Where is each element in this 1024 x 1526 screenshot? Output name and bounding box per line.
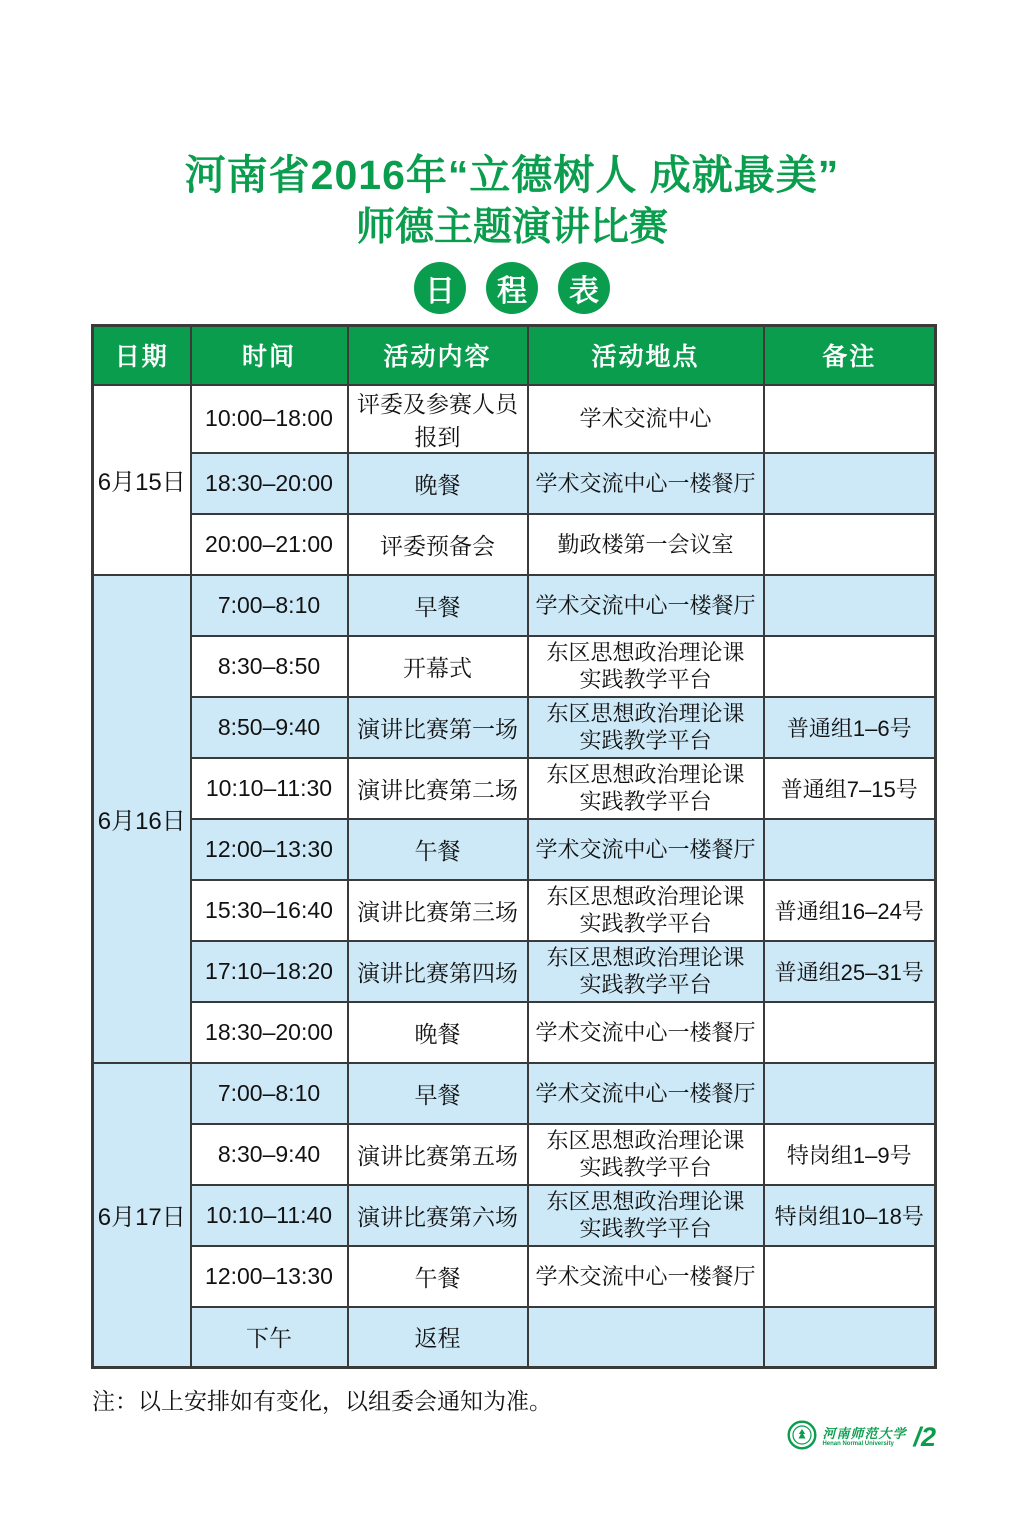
location-cell [528,697,764,758]
schedule-row [93,385,936,453]
time-cell: 下午 [191,1307,348,1368]
footnote: 注：以上安排如有变化，以组委会通知为准。 [92,1388,552,1414]
location-cell [528,1063,764,1124]
page-number: /2 [913,1422,936,1452]
location-line: 实践教学平台 [579,789,712,814]
remark-cell [764,1002,936,1063]
title-block [0,0,1024,314]
location-line: 学术交流中心 [579,406,712,431]
schedule-row [93,1002,936,1063]
location-line: 实践教学平台 [579,911,712,936]
location-line: 学术交流中心一楼餐厅 [535,592,756,618]
location-cell [528,385,764,453]
time-cell: 8:50–9:40 [191,697,348,758]
activity-cell: 返程 [348,1307,528,1368]
schedule-row [93,575,936,636]
remark-cell [764,819,936,880]
location-line: 学术交流中心一楼餐厅 [535,1019,756,1045]
time-cell: 20:00–21:00 [191,514,348,575]
activity-cell: 午餐 [348,1246,528,1307]
activity-cell: 晚餐 [348,453,528,514]
schedule-row [93,1185,936,1246]
remark-cell: 普通组25–31号 [764,941,936,1002]
activity-cell: 开幕式 [348,636,528,697]
schedule-row [93,819,936,880]
header-activity: 活动内容 [348,326,528,385]
location-line: 实践教学平台 [579,972,712,997]
activity-cell: 午餐 [348,819,528,880]
location-line: 学术交流中心一楼餐厅 [535,1263,756,1289]
schedule-row [93,514,936,575]
location-cell [528,819,764,880]
schedule-table [91,324,937,1369]
location-line: 学术交流中心一楼餐厅 [535,1080,756,1106]
activity-cell: 演讲比赛第二场 [348,758,528,819]
activity-cell: 晚餐 [348,1002,528,1063]
time-cell: 7:00–8:10 [191,1063,348,1124]
activity-cell: 演讲比赛第三场 [348,880,528,941]
location-cell [528,758,764,819]
header-row [93,326,936,385]
activity-cell: 评委预备会 [348,514,528,575]
schedule-badges [0,262,1024,314]
time-cell: 10:10–11:40 [191,1185,348,1246]
footer [787,1420,936,1455]
header-location: 活动地点 [528,326,764,385]
remark-cell: 普通组7–15号 [764,758,936,819]
location-cell [528,1185,764,1246]
badge-char: 表 [569,275,599,308]
location-cell [528,941,764,1002]
location-cell [528,880,764,941]
remark-cell [764,385,936,453]
activity-cell: 演讲比赛第五场 [348,1124,528,1185]
time-cell: 18:30–20:00 [191,453,348,514]
location-line: 实践教学平台 [579,1216,712,1241]
schedule-row [93,1063,936,1124]
time-cell: 15:30–16:40 [191,880,348,941]
schedule-row [93,880,936,941]
remark-cell [764,1063,936,1124]
location-line: 东区思想政治理论课 [546,945,745,970]
location-cell [528,1124,764,1185]
schedule-row [93,1124,936,1185]
schedule-row [93,453,936,514]
location-cell [528,453,764,514]
schedule-row [93,1307,936,1368]
badge-char: 日 [425,275,455,308]
university-name [822,1427,906,1448]
schedule-row [93,758,936,819]
remark-cell: 特岗组10–18号 [764,1185,936,1246]
schedule-row [93,697,936,758]
event-title-line1: 河南省2016年“立德树人 成就最美” [184,152,840,198]
remark-cell [764,1246,936,1307]
activity-cell: 演讲比赛第六场 [348,1185,528,1246]
university-name-cn: 河南师范大学 [822,1426,907,1441]
activity-cell: 早餐 [348,575,528,636]
schedule-row [93,636,936,697]
location-line: 勤政楼第一会议室 [557,531,734,557]
schedule-row [93,1246,936,1307]
location-cell [528,1246,764,1307]
activity-cell: 早餐 [348,1063,528,1124]
time-cell: 12:00–13:30 [191,819,348,880]
location-line: 东区思想政治理论课 [546,884,745,909]
location-line: 东区思想政治理论课 [546,1189,745,1214]
time-cell: 10:10–11:30 [191,758,348,819]
remark-cell [764,1307,936,1368]
time-cell: 8:30–8:50 [191,636,348,697]
location-line: 东区思想政治理论课 [546,640,745,665]
remark-cell [764,636,936,697]
university-logo-icon [787,1420,817,1455]
time-cell: 17:10–18:20 [191,941,348,1002]
header-remark: 备注 [764,326,936,385]
location-cell [528,1307,764,1368]
location-line: 学术交流中心一楼餐厅 [535,470,756,496]
activity-cell: 演讲比赛第一场 [348,697,528,758]
remark-cell: 普通组16–24号 [764,880,936,941]
remark-cell: 普通组1–6号 [764,697,936,758]
location-line: 东区思想政治理论课 [546,762,745,787]
location-line: 学术交流中心一楼餐厅 [535,836,756,862]
activity-cell: 演讲比赛第四场 [348,941,528,1002]
event-title-line2: 师德主题演讲比赛 [355,206,668,249]
schedule-row [93,941,936,1002]
time-cell: 10:00–18:00 [191,385,348,453]
badge-char: 程 [497,275,527,308]
date-cell: 6月15日 [93,385,191,575]
date-cell: 6月17日 [93,1063,191,1368]
time-cell: 8:30–9:40 [191,1124,348,1185]
time-cell: 18:30–20:00 [191,1002,348,1063]
remark-cell: 特岗组1–9号 [764,1124,936,1185]
remark-cell [764,514,936,575]
location-cell [528,1002,764,1063]
date-cell: 6月16日 [93,575,191,1063]
schedule-badge-3 [558,262,610,314]
location-cell [528,575,764,636]
location-line: 东区思想政治理论课 [546,701,745,726]
remark-cell [764,575,936,636]
location-cell [528,636,764,697]
location-line: 实践教学平台 [579,1155,712,1180]
time-cell: 7:00–8:10 [191,575,348,636]
activity-cell: 评委及参赛人员报到 [348,385,528,453]
university-name-en: Henan Normal University [822,1441,894,1447]
location-line: 实践教学平台 [579,667,712,692]
location-line: 实践教学平台 [579,728,712,753]
remark-cell [764,453,936,514]
header-time: 时间 [191,326,348,385]
header-date: 日期 [93,326,191,385]
schedule-badge-1 [414,262,466,314]
time-cell: 12:00–13:30 [191,1246,348,1307]
schedule-badge-2 [486,262,538,314]
location-cell [528,514,764,575]
location-line: 东区思想政治理论课 [546,1128,745,1153]
